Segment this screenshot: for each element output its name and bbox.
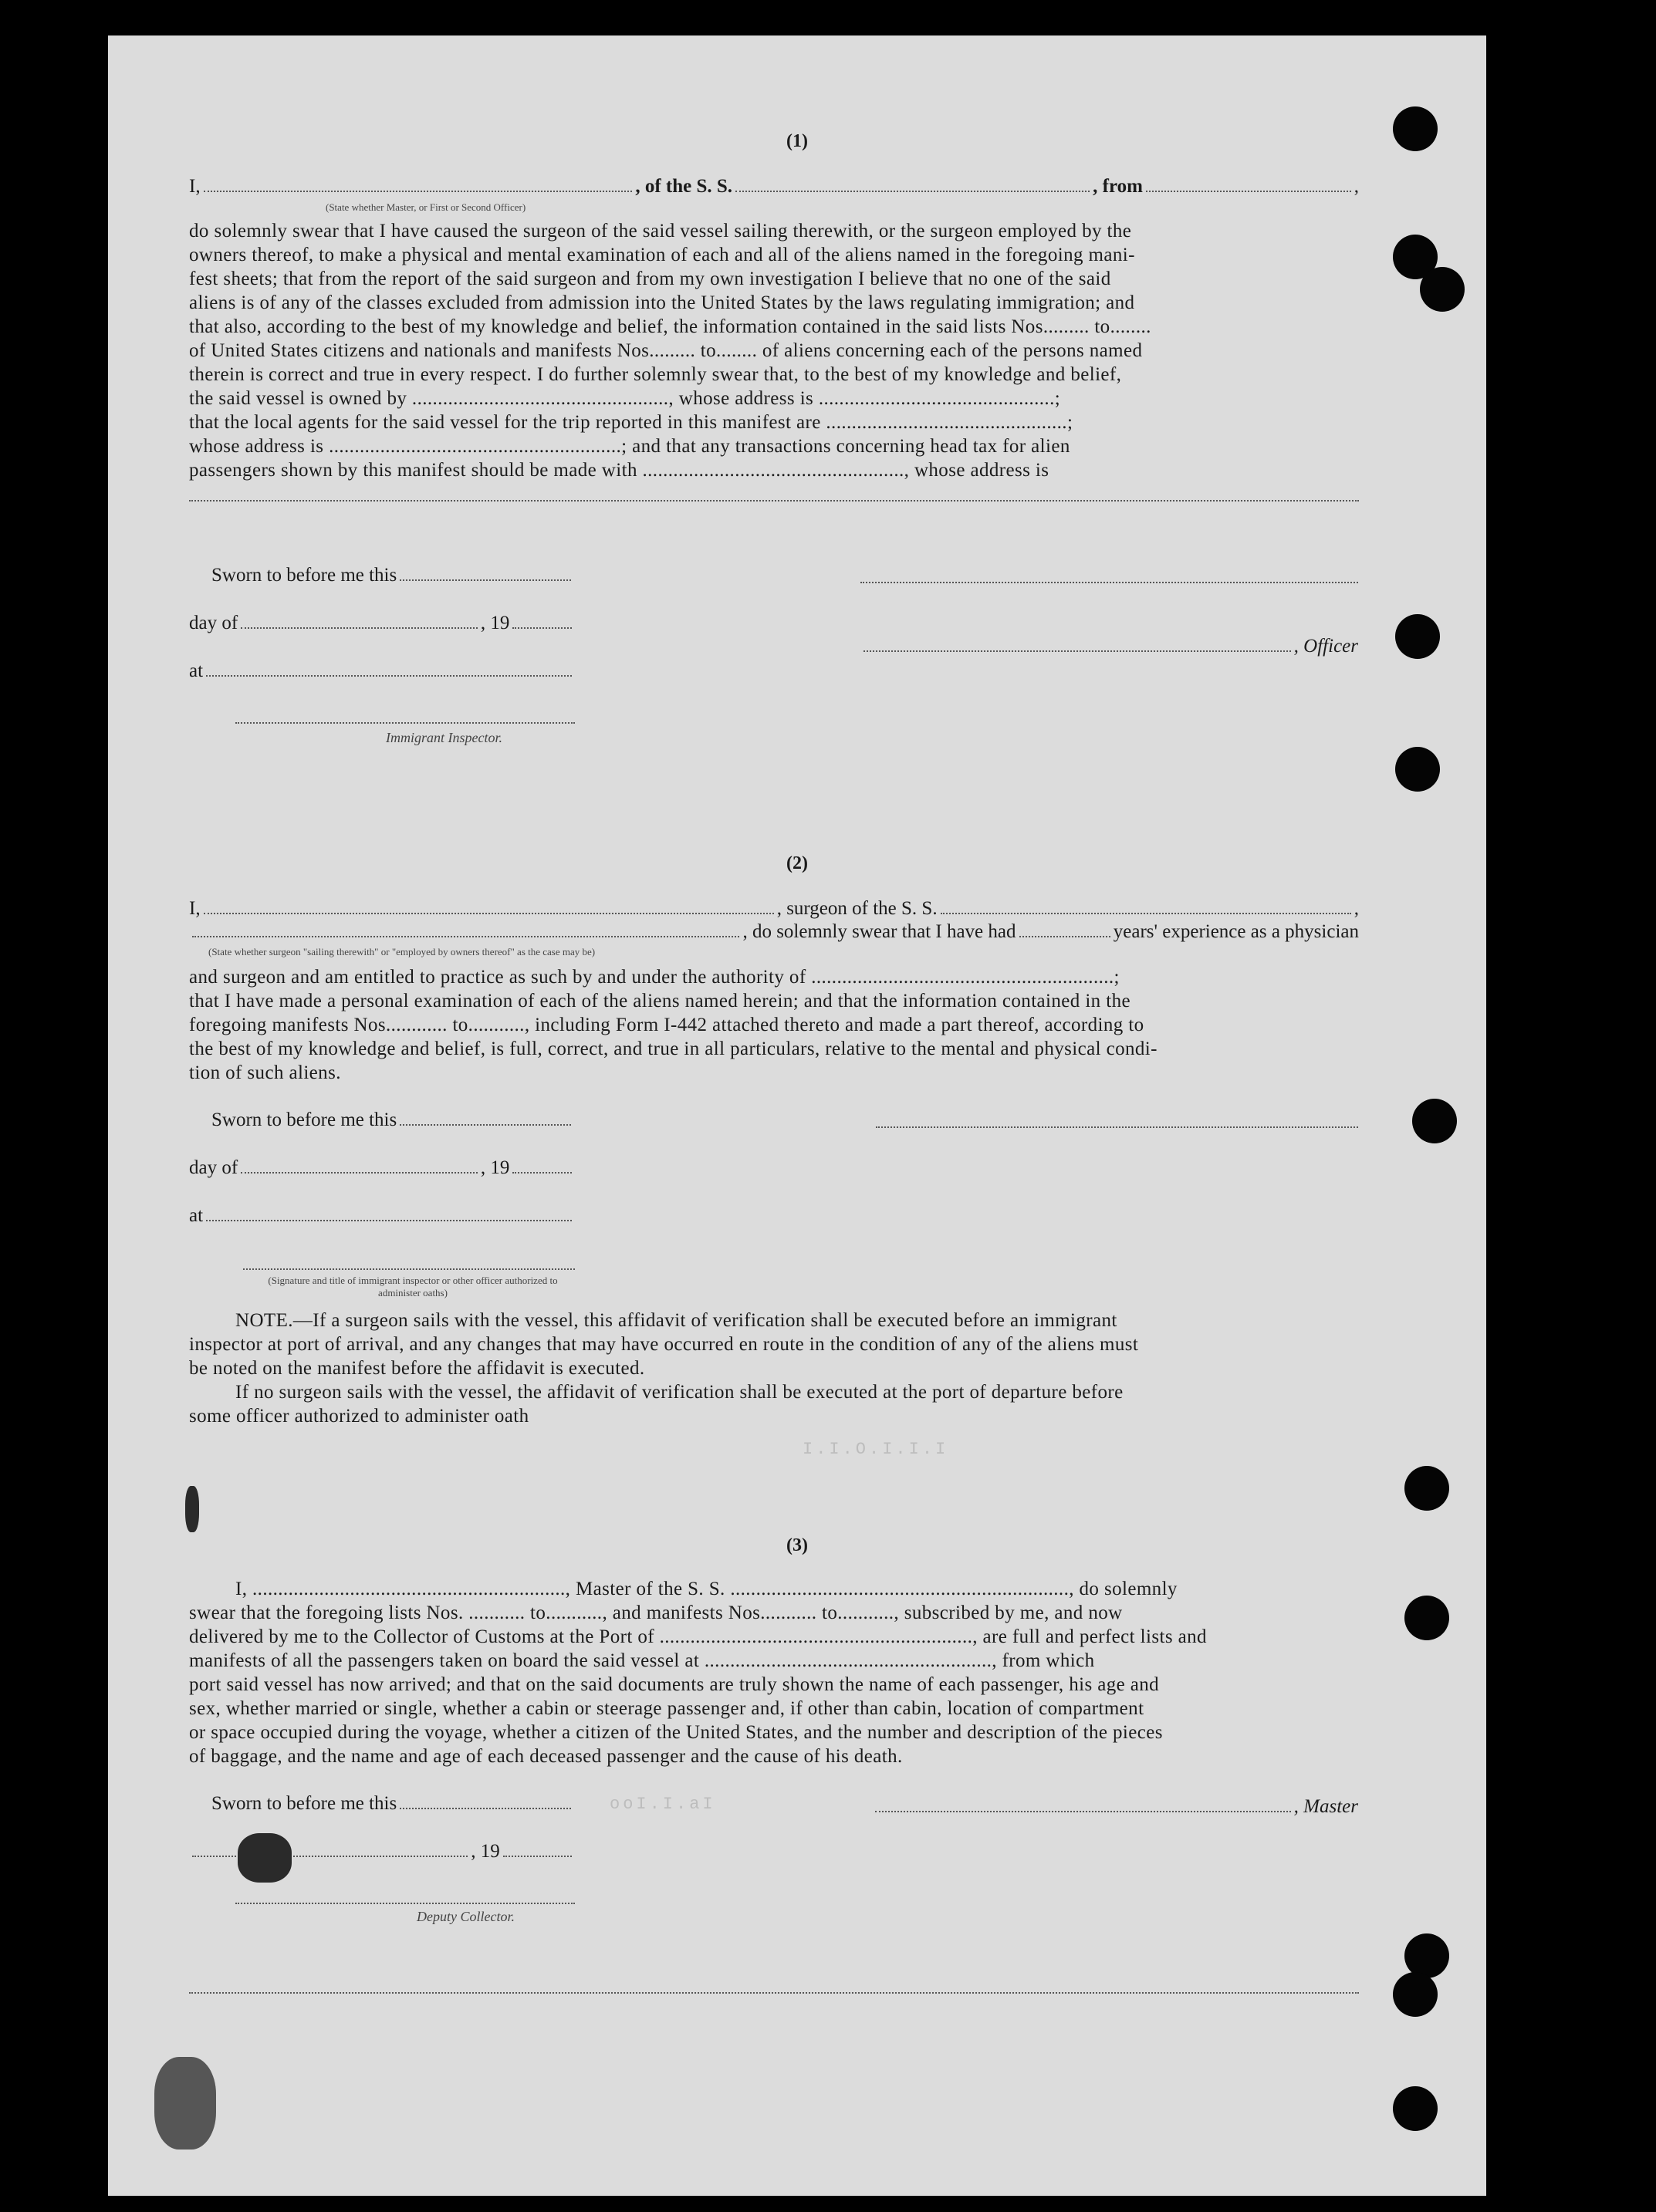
signature-note: (Signature and title of immigrant inspector or other officer authorized to administer oaths) [268,1275,558,1298]
inspector-sig-line [235,722,575,724]
day-line-1: day of , 19 [189,613,575,637]
section-3-number: (3) [786,1535,808,1555]
punch-hole [1412,1099,1457,1143]
ink-damage [154,2057,216,2150]
punch-hole [1393,1972,1438,2017]
punch-hole [1404,1933,1449,1978]
ink-blot [238,1833,292,1883]
collector-sig-line [235,1903,575,1904]
bottom-rule [189,1992,1359,1994]
bleed-through: ooI.I.aI [610,1795,716,1814]
officer-sig-line [243,1268,575,1270]
day-line-3: , 19 [189,1841,575,1865]
at-line-2: at [189,1205,575,1229]
section-1-number: (1) [786,131,808,151]
sworn-line-1: Sworn to before me this [211,565,574,589]
master-line: , Master [872,1796,1358,1820]
punch-hole [1404,1596,1449,1640]
section-3-body: I, ............................................................., Master of the S. S. .................................................................., do solemnly swear that the foregoing lists Nos. ........... to..........., and manifests Nos........... to..........., subscribed by me, and now delivered by me to the Collector of Customs at the Port of ............................................................., are full and perfect lists and manifests of all the passengers taken on board the said vessel at ........................................................, from which port said vessel has now arrived; and that on the said documents are truly shown the name of each passenger, his age and sex, whether married or single, whether a cabin or steerage passenger and, if other than cabin, location of compartment or space occupied during the voyage, whether a citizen of the United States, and the number and description of the pieces of baggage, and the name and age of each deceased passenger and the cause of his death. [189,1579,1207,1767]
officer-line: , Officer [860,636,1358,660]
punch-hole [1420,267,1465,312]
manifest-page [108,35,1486,2196]
at-line-1: at [189,660,575,684]
collector-label: Deputy Collector. [417,1909,515,1924]
section-2-body: and surgeon and am entitled to practice as such by and under the authority of ...........................................................; that I have made a personal examination of each of the aliens named herein; and that the information contained in the foregoing manifests Nos............ to..........., including Form I-442 attached thereto and made a part thereof, according to the best of my knowledge and belief, is full, correct, and true in all particulars, relative to the mental and physical condi- tion of such aliens. [189,967,1158,1083]
bleed-through: I.I.O.I.I.I [803,1440,949,1459]
note-block: NOTE.—If a surgeon sails with the vessel, this affidavit of verification shall be executed before an immigrant inspector at port of arrival, and any changes that may have occurred en route in the condition of any of the aliens must be noted on the manifest before the affidavit is executed. If no surgeon sails with the vessel, the affidavit of verification shall be executed at the port of departure before some officer authorized to administer oath [189,1310,1139,1427]
section-1-body: do solemnly swear that I have caused the surgeon of the said vessel sailing therewith, or the surgeon employed by the owners thereof, to make a physical and mental examination of each and all of the aliens named in the foregoing mani- fest sheets; that from the report of the said surgeon and from my own investigation I believe that no one of the said aliens is of any of the classes excluded from admission into the United States by the laws regulating immigration; and that also, according to the best of my knowledge and belief, the information contained in the said lists Nos......... to........ of United States citizens and nationals and manifests Nos......... to........ of aliens concerning each of the persons named therein is correct and true in every respect. I do further solemnly swear that, to the best of my knowledge and belief, the said vessel is owned by .................................................., whose address is ..............................................; that the local agents for the said vessel for the trip reported in this manifest are ...............................................; whose address is .........................................................; and that any transactions concerning head tax for alien passengers shown by this manifest should be made with ..................................................., whose address is [189,221,1151,481]
signature-line-2 [876,1126,1358,1128]
punch-hole [1393,106,1438,151]
section-2-note: (State whether surgeon "sailing therewith" or "employed by owners thereof" as the case may be) [208,946,596,957]
section-2-number: (2) [786,853,808,873]
sworn-line-2: Sworn to before me this [211,1109,574,1133]
ink-mark [185,1486,199,1532]
day-line-2: day of , 19 [189,1157,575,1181]
section-2-line1: I, , surgeon of the S. S. , [189,898,1359,919]
punch-hole [1395,614,1440,659]
section-2-line2: , do solemnly swear that I have had years' experience as a physician [189,921,1359,945]
signature-line-1 [860,582,1358,583]
punch-hole [1395,747,1440,792]
punch-hole [1404,1466,1449,1511]
sworn-line-3: Sworn to before me this [211,1793,574,1817]
section-1-line1: I, , of the S. S. , from , [189,176,1359,197]
punch-hole [1393,2086,1438,2131]
inspector-label: Immigrant Inspector. [386,730,502,745]
section-1-note: (State whether Master, or First or Second Officer) [326,201,526,213]
separator [189,500,1359,501]
